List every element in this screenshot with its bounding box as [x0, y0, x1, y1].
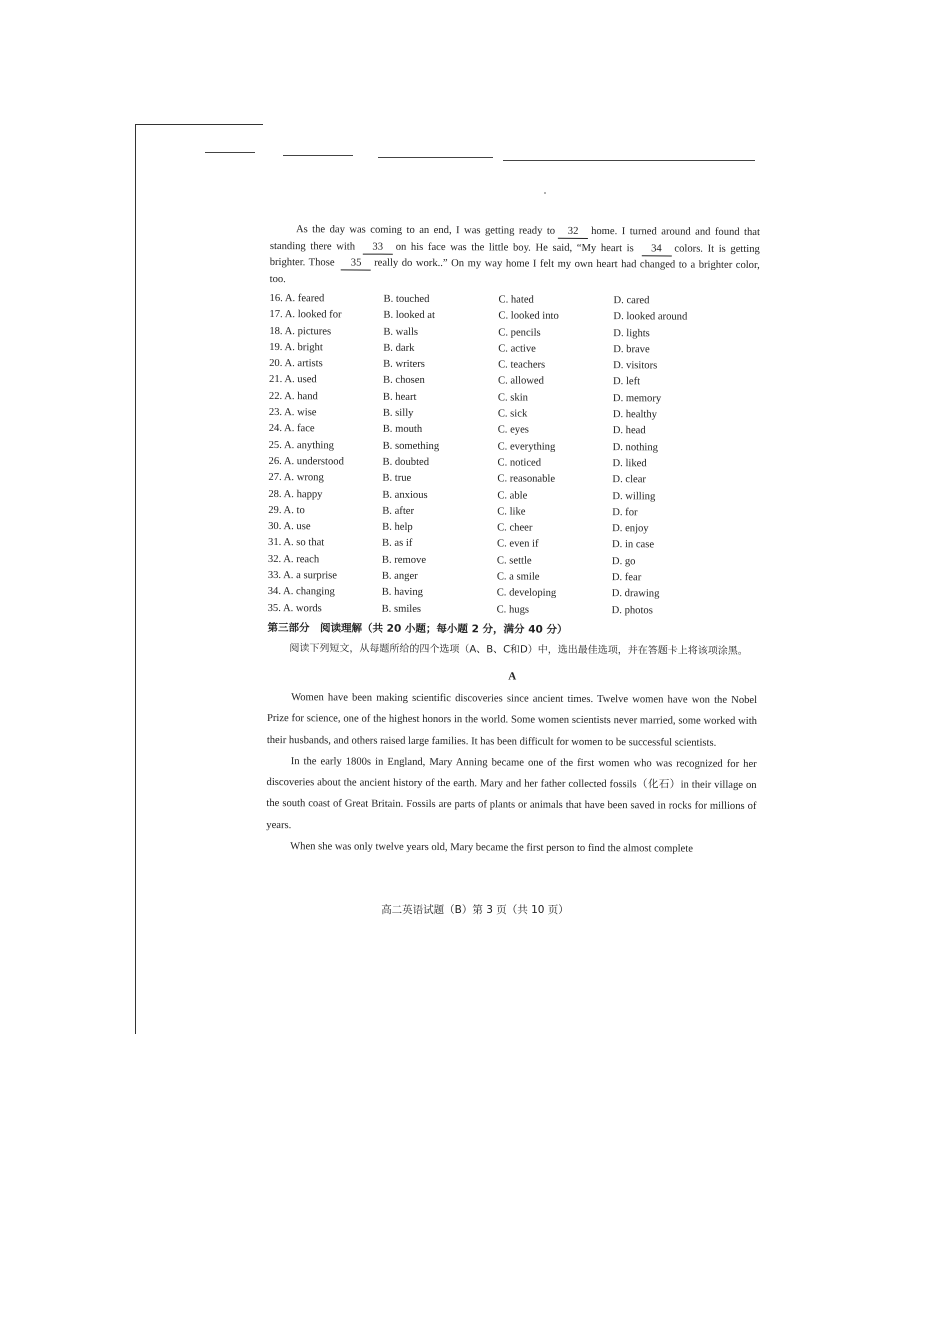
option-c: C. everything: [497, 441, 556, 453]
option-d: D. liked: [612, 458, 647, 470]
cloze-text: really do work..” On my way home I felt my own heart had changed to a brighter color, too.: [269, 257, 760, 285]
cloze-blank-35: 35: [341, 257, 371, 270]
option-a: [268, 584, 382, 601]
option-a-text: A. wrong: [283, 472, 324, 484]
option-b: B. something: [382, 440, 440, 452]
option-a-text: A. a surprise: [283, 570, 338, 582]
option-a-text: A. face: [284, 423, 315, 435]
option-a-text: A. pictures: [284, 325, 332, 337]
option-c: C. active: [498, 343, 536, 355]
cloze-text: colors. It is getting brighter. Those: [269, 242, 760, 269]
question-number: 26.: [268, 455, 282, 468]
passage-paragraph: Women have been making scientific discoveries since ancient times. Twelve women have won the Nobel Prize for science, one of the highest honors in the world. Some women scientists never married, some worked with their husbands, and others raised large families. It has been difficult for women to be successful scientists.: [266, 692, 758, 749]
option-d: D. cared: [613, 295, 650, 307]
question-number: 28.: [268, 488, 282, 500]
option-b: B. walls: [383, 326, 419, 338]
option-b: B. mouth: [382, 424, 423, 436]
option-d: D. lights: [613, 327, 650, 339]
option-c: C. noticed: [497, 457, 542, 469]
option-a: [268, 470, 382, 487]
option-c: C. eyes: [497, 424, 529, 436]
option-a: [269, 421, 383, 438]
option-a-text: A. looked for: [284, 309, 342, 321]
option-c: C. a smile: [496, 571, 540, 583]
option-d: D. for: [612, 506, 638, 519]
option-c: C. hated: [498, 294, 534, 306]
cloze-text: As the day was coming to an end, I was getting ready to: [295, 224, 556, 237]
option-a: [268, 568, 382, 585]
page-footer: 高二英语试题（B）第 3 页（共 10 页）: [381, 904, 569, 916]
option-d: D. memory: [612, 392, 662, 405]
option-d: D. brave: [613, 343, 650, 356]
option-a-text: A. words: [282, 602, 322, 614]
section-instruction: 阅读下列短文，从每题所给的四个选项（A、B、C和D）中，选出最佳选项，并在答题卡上将该项涂黑。: [289, 643, 748, 657]
option-c: C. hugs: [496, 604, 530, 616]
question-number: 25.: [268, 439, 282, 451]
option-b: B. anxious: [382, 489, 428, 501]
option-d: D. nothing: [612, 441, 658, 454]
question-number: 19.: [269, 341, 283, 353]
option-d: D. left: [612, 376, 641, 388]
cloze-blank-32: 32: [558, 226, 588, 239]
option-a-text: A. used: [284, 374, 317, 386]
option-c: C. sick: [497, 408, 528, 420]
option-a: [269, 405, 383, 422]
option-c: C. looked into: [498, 310, 559, 323]
option-a: [268, 601, 382, 618]
option-c: C. reasonable: [497, 473, 556, 486]
option-a-text: A. anything: [283, 439, 335, 452]
option-c: C. even if: [497, 538, 539, 551]
question-number: 20.: [269, 358, 283, 370]
question-number: 32.: [267, 553, 282, 565]
option-a: [268, 552, 382, 569]
option-b: B. doubted: [382, 456, 430, 468]
option-c: C. able: [497, 489, 528, 502]
option-a: [269, 324, 383, 341]
option-d: D. visitors: [613, 360, 658, 372]
option-d: D. healthy: [612, 409, 658, 421]
option-a: [268, 519, 382, 536]
option-a-text: A. to: [283, 504, 305, 517]
option-a: [268, 487, 382, 504]
option-a-text: A. feared: [284, 293, 325, 305]
option-a: [269, 372, 383, 389]
scan-line: [205, 152, 255, 153]
option-d: D. looked around: [613, 311, 688, 323]
option-c: C. like: [497, 506, 526, 518]
question-number: 33.: [267, 570, 282, 582]
question-number: 29.: [268, 504, 282, 516]
option-a: [268, 454, 382, 471]
option-b: B. as if: [382, 538, 413, 550]
option-c: C. settle: [496, 555, 532, 567]
option-a: [269, 356, 383, 373]
question-number: 31.: [268, 537, 282, 549]
question-number: 30.: [268, 521, 282, 533]
option-d: D. in case: [611, 539, 655, 551]
option-d: D. fear: [611, 572, 642, 584]
option-b: B. silly: [382, 407, 414, 419]
option-b: B. smiles: [381, 603, 422, 615]
option-b: B. after: [382, 505, 415, 517]
option-a: [269, 340, 383, 357]
scan-line: [378, 157, 493, 158]
option-b: B. chosen: [382, 375, 425, 387]
option-b: B. anger: [381, 570, 418, 582]
question-number: 17.: [269, 309, 283, 321]
option-d: D. enjoy: [612, 523, 649, 535]
option-a: [269, 389, 383, 406]
question-number: 27.: [268, 472, 282, 484]
question-number: 21.: [269, 374, 283, 386]
cloze-blank-34: 34: [641, 243, 671, 256]
page-content: [266, 222, 760, 860]
cloze-blank-33: 33: [363, 241, 393, 254]
option-c: C. developing: [496, 587, 557, 600]
question-number: 22.: [268, 390, 283, 402]
option-a-text: A. artists: [284, 358, 323, 370]
option-a: [269, 307, 383, 324]
option-b: B. touched: [383, 293, 430, 305]
option-c: C. skin: [497, 392, 528, 404]
option-c: C. cheer: [497, 522, 533, 534]
scan-line: [503, 160, 755, 161]
option-b: B. heart: [382, 391, 417, 403]
option-c: C. allowed: [497, 375, 544, 388]
page-frame-top-edge: [135, 124, 263, 125]
option-b: B. dark: [383, 342, 415, 354]
question-number: 18.: [269, 325, 283, 337]
cloze-text: home. I turned around and found that standing there with: [269, 225, 760, 253]
page-frame-left-edge: [135, 124, 136, 1034]
option-c: C. pencils: [498, 326, 541, 339]
option-b: B. remove: [381, 554, 427, 566]
question-number: 24.: [268, 423, 283, 435]
section-heading: 第三部分 阅读理解（共 20 小题；每小题 2 分，满分 40 分）: [267, 621, 568, 636]
option-d: D. drawing: [611, 588, 660, 600]
option-d: D. clear: [612, 474, 646, 486]
option-d: D. photos: [611, 604, 653, 616]
option-a: [268, 503, 382, 520]
question-number: 35.: [267, 602, 281, 614]
option-a-text: A. wise: [284, 407, 317, 419]
option-b: B. having: [381, 587, 423, 599]
option-d: D. go: [611, 555, 636, 567]
scan-line: [283, 155, 353, 156]
option-b: B. looked at: [383, 309, 435, 322]
option-a-text: A. bright: [284, 341, 323, 354]
option-a: [269, 438, 383, 455]
question-number: 16.: [269, 292, 283, 305]
cloze-text: on his face was the little boy. He said, “My heart is: [395, 241, 634, 254]
option-b: B. help: [382, 521, 413, 534]
option-a-text: A. changing: [283, 586, 335, 598]
option-row: [268, 601, 758, 620]
option-a-text: A. happy: [283, 488, 323, 500]
option-b: B. true: [382, 472, 412, 485]
scan-speck: [544, 192, 546, 194]
option-d: D. head: [612, 425, 646, 437]
option-a: [268, 535, 382, 552]
option-a-text: A. use: [283, 521, 311, 533]
passage-paragraph: When she was only twelve years old, Mary became the first person to find the almost complete: [290, 841, 693, 855]
option-b: B. writers: [383, 358, 425, 371]
cloze-paragraph: [270, 222, 760, 291]
option-a-text: A. hand: [284, 390, 318, 403]
option-c: C. teachers: [498, 359, 546, 371]
cloze-options-list: [268, 291, 760, 620]
option-d: D. willing: [612, 490, 656, 502]
option-a: [269, 291, 383, 308]
option-a-text: A. reach: [283, 553, 320, 566]
option-a-text: A. understood: [283, 456, 344, 468]
question-number: 23.: [268, 407, 283, 419]
passage-paragraph: In the early 1800s in England, Mary Anning became one of the first women who was recognized for her discoveries about the ancient history of the earth. Mary and her father collected fossils（化石）in their village on the south coast of Great Britain. Fossils are parts of plants or animals that have been saved in rocks for millions of years.: [266, 755, 757, 831]
option-a-text: A. so that: [283, 537, 325, 549]
question-number: 34.: [267, 586, 282, 598]
passage-letter: A: [508, 670, 517, 683]
